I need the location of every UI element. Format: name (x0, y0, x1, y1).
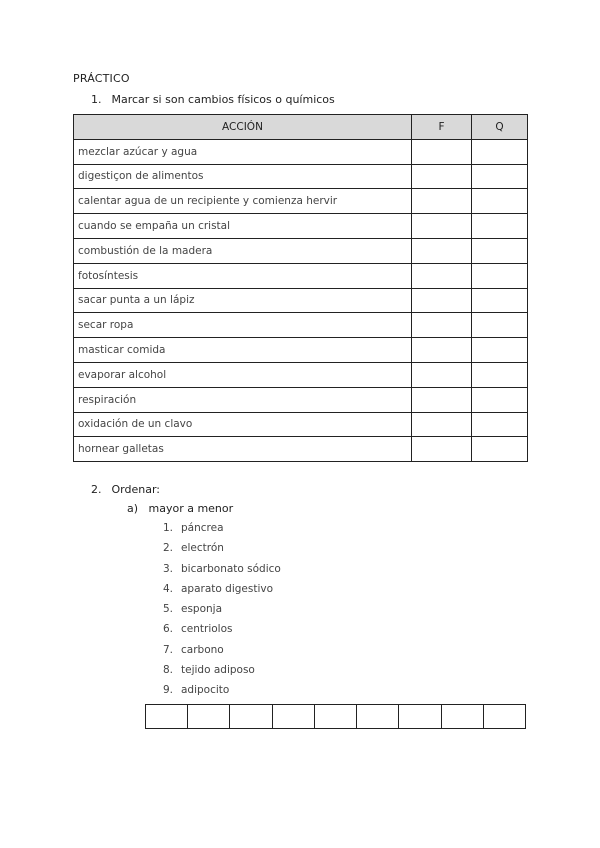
list-item-text: bicarbonato sódico (181, 562, 281, 575)
table-row (74, 189, 528, 214)
header-action: ACCIÓN (74, 115, 412, 140)
f-answer-cell[interactable] (412, 362, 472, 387)
question-1-text: Marcar si son cambios físicos o químicos (111, 93, 335, 106)
answer-row (146, 705, 526, 729)
answer-box[interactable] (357, 705, 399, 729)
f-answer-cell[interactable] (412, 238, 472, 263)
list-item (163, 602, 281, 622)
list-item-number: 5. (163, 603, 174, 616)
f-answer-cell[interactable] (412, 437, 472, 462)
action-cell: evaporar alcohol (74, 362, 412, 387)
table-row (74, 139, 528, 164)
table-row (74, 437, 528, 462)
table-row (74, 313, 528, 338)
table-row (74, 288, 528, 313)
answer-box[interactable] (230, 705, 272, 729)
action-cell: fotosíntesis (74, 263, 412, 288)
table-body (74, 139, 528, 461)
list-item-text: adipocito (181, 684, 230, 697)
f-answer-cell[interactable] (412, 263, 472, 288)
action-cell: masticar comida (74, 338, 412, 363)
answer-box[interactable] (272, 705, 314, 729)
list-item-number: 6. (163, 623, 174, 636)
list-item-number: 3. (163, 562, 174, 575)
f-answer-cell[interactable] (412, 139, 472, 164)
list-item-text: electrón (181, 542, 224, 555)
list-item-text: esponja (181, 603, 223, 616)
list-item-text: carbono (181, 643, 224, 656)
list-item (163, 582, 281, 602)
action-cell: digestiçon de alimentos (74, 164, 412, 189)
question-2-heading (91, 483, 160, 496)
q-answer-cell[interactable] (472, 238, 528, 263)
table-row (74, 387, 528, 412)
f-answer-cell[interactable] (412, 288, 472, 313)
table-row (74, 412, 528, 437)
list-item-number: 9. (163, 684, 174, 697)
action-cell: oxidación de un clavo (74, 412, 412, 437)
action-cell: mezclar azúcar y agua (74, 139, 412, 164)
action-cell: cuando se empaña un cristal (74, 214, 412, 239)
table-row (74, 362, 528, 387)
list-item-text: páncrea (181, 522, 224, 534)
answer-box[interactable] (399, 705, 441, 729)
list-item (163, 541, 281, 561)
header-q: Q (472, 115, 528, 140)
table-row (74, 263, 528, 288)
action-cell: respiración (74, 387, 412, 412)
answer-boxes (145, 704, 526, 729)
action-cell: hornear galletas (74, 437, 412, 462)
q-answer-cell[interactable] (472, 139, 528, 164)
table-header-row (74, 115, 528, 140)
list-item-text: tejido adiposo (181, 664, 255, 677)
q-answer-cell[interactable] (472, 437, 528, 462)
question-1-heading (91, 93, 335, 106)
answer-box[interactable] (188, 705, 230, 729)
list-item (163, 562, 281, 582)
header-f: F (412, 115, 472, 140)
action-cell: calentar agua de un recipiente y comienza hervir (74, 189, 412, 214)
question-2a-text: mayor a menor (148, 502, 234, 515)
table-row (74, 238, 528, 263)
f-answer-cell[interactable] (412, 164, 472, 189)
answer-box[interactable] (146, 705, 188, 729)
f-answer-cell[interactable] (412, 338, 472, 363)
q-answer-cell[interactable] (472, 263, 528, 288)
list-item (163, 521, 281, 541)
f-answer-cell[interactable] (412, 189, 472, 214)
q-answer-cell[interactable] (472, 387, 528, 412)
q-answer-cell[interactable] (472, 313, 528, 338)
action-cell: sacar punta a un lápiz (74, 288, 412, 313)
answer-box[interactable] (483, 705, 525, 729)
list-item-text: centriolos (181, 623, 233, 636)
list-item-number: 4. (163, 582, 174, 595)
classification-table (73, 114, 528, 462)
f-answer-cell[interactable] (412, 412, 472, 437)
list-item-text: aparato digestivo (181, 582, 274, 595)
q-answer-cell[interactable] (472, 189, 528, 214)
action-cell: secar ropa (74, 313, 412, 338)
question-2a-letter: a) (127, 502, 139, 515)
f-answer-cell[interactable] (412, 313, 472, 338)
answer-box[interactable] (441, 705, 483, 729)
q-answer-cell[interactable] (472, 362, 528, 387)
q-answer-cell[interactable] (472, 412, 528, 437)
list-item (163, 683, 281, 703)
table-row (74, 164, 528, 189)
list-item (163, 663, 281, 683)
f-answer-cell[interactable] (412, 387, 472, 412)
table-row (74, 214, 528, 239)
q-answer-cell[interactable] (472, 214, 528, 239)
list-item-number: 7. (163, 643, 174, 656)
page-title: PRÁCTICO (73, 72, 130, 85)
answer-box[interactable] (314, 705, 356, 729)
list-item (163, 643, 281, 663)
list-item-number: 1. (163, 522, 174, 534)
action-cell: combustión de la madera (74, 238, 412, 263)
q-answer-cell[interactable] (472, 164, 528, 189)
question-2a-heading (127, 502, 233, 515)
list-item (163, 622, 281, 642)
f-answer-cell[interactable] (412, 214, 472, 239)
order-items-list (163, 521, 281, 704)
question-1-number: 1. (91, 93, 102, 106)
table-row (74, 338, 528, 363)
list-item-number: 2. (163, 542, 174, 555)
q-answer-cell[interactable] (472, 288, 528, 313)
q-answer-cell[interactable] (472, 338, 528, 363)
question-2-text: Ordenar: (111, 483, 160, 496)
question-2-number: 2. (91, 483, 102, 496)
list-item-number: 8. (163, 664, 174, 677)
